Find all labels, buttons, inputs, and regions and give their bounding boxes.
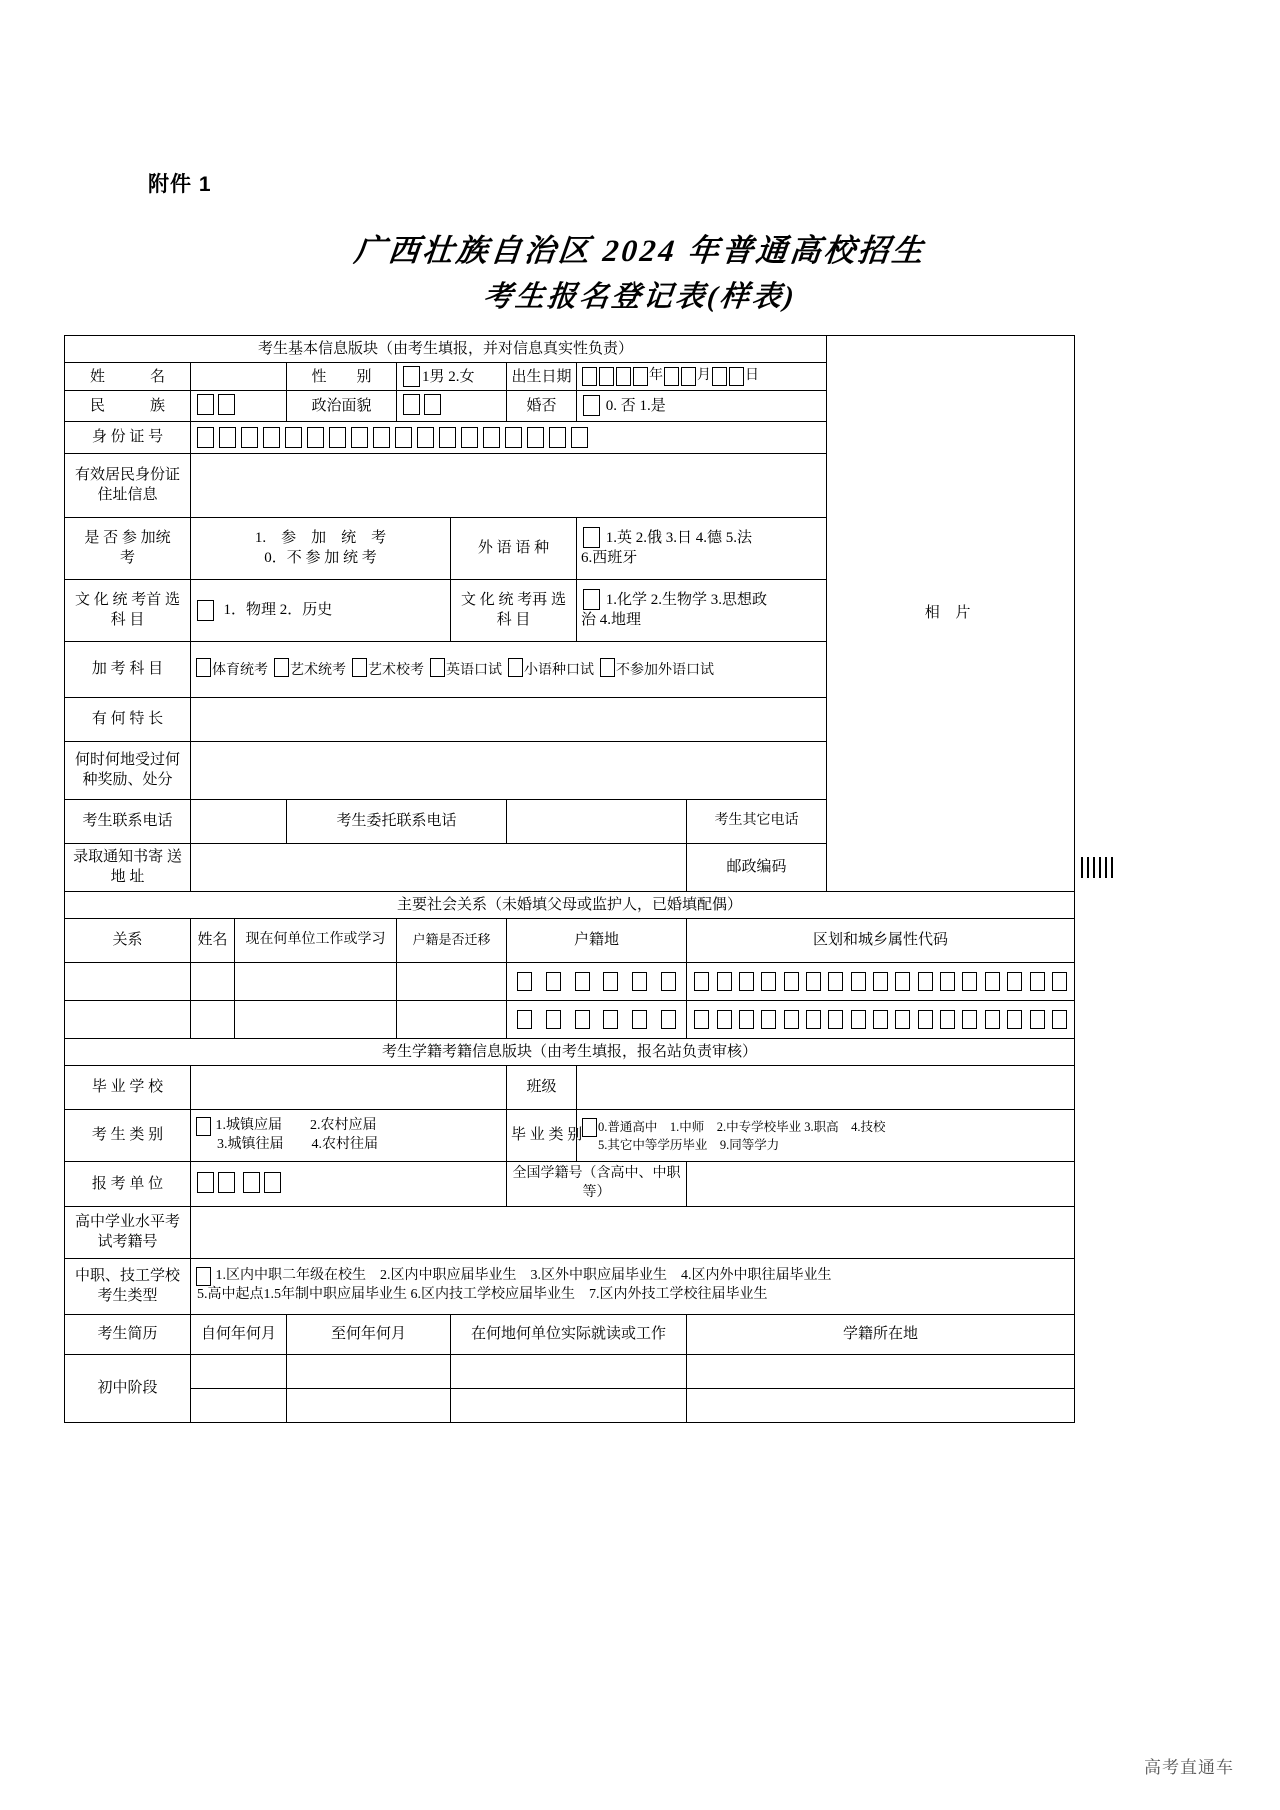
social-cell-household[interactable]: [507, 1000, 687, 1038]
household-box[interactable]: [517, 972, 532, 991]
id-box[interactable]: [571, 427, 588, 448]
field-id-number[interactable]: [191, 421, 1075, 453]
social-cell-code[interactable]: [687, 1000, 1075, 1038]
resume-header-location: 学籍所在地: [687, 1314, 1075, 1354]
code-box[interactable]: [895, 972, 910, 991]
household-box[interactable]: [575, 972, 590, 991]
id-box[interactable]: [219, 427, 236, 448]
field-name[interactable]: [191, 363, 287, 391]
birth-year-unit: 年: [649, 368, 663, 384]
postal-box[interactable]: [1111, 857, 1113, 878]
social-cell-moved[interactable]: [397, 962, 507, 1000]
label-junior-stage: 初中阶段: [65, 1354, 191, 1422]
birth-year-box[interactable]: [616, 367, 631, 386]
ethnicity-box[interactable]: [218, 394, 235, 415]
attachment-label: 附件 1: [148, 173, 212, 196]
id-box[interactable]: [461, 427, 478, 448]
vocational-type-checkbox[interactable]: [196, 1267, 211, 1286]
id-box[interactable]: [417, 427, 434, 448]
label-postal-code: 邮政编码: [687, 843, 827, 891]
field-graduate-school[interactable]: [191, 1066, 507, 1110]
political-box[interactable]: [403, 394, 420, 415]
field-first-subject[interactable]: [191, 579, 451, 641]
code-box[interactable]: [1030, 1010, 1045, 1029]
apply-unit-box[interactable]: [197, 1172, 214, 1193]
field-ethnicity[interactable]: [191, 391, 287, 421]
row-apply-unit: [65, 1162, 1075, 1207]
social-table-row: [65, 1000, 1075, 1038]
label-foreign-language: 外 语 语 种: [451, 517, 577, 579]
field-foreign-language[interactable]: [577, 517, 1075, 579]
row-section-student-record: [65, 1038, 1075, 1065]
section-basic-info: 考生基本信息版块（由考生填报，并对信息真实性负责）: [65, 336, 827, 363]
label-first-subject: 文 化 统 考首 选 科 目: [65, 579, 191, 641]
row-vocational-type: [65, 1258, 1075, 1314]
row-address-info: [65, 453, 1075, 517]
apply-unit-box[interactable]: [264, 1172, 281, 1193]
extra-subject-checkbox[interactable]: [508, 658, 523, 677]
resume-cell-to[interactable]: [287, 1388, 451, 1422]
political-box[interactable]: [424, 394, 441, 415]
marital-options: 0. 否 1.是: [605, 397, 666, 414]
extra-subject-label: 不参加外语口试: [616, 662, 714, 678]
id-box[interactable]: [527, 427, 544, 448]
id-number-boxes[interactable]: [195, 425, 1070, 450]
row-award-punish: [65, 741, 1075, 799]
household-box[interactable]: [517, 1010, 532, 1029]
foreign-language-options-b: 6.西班牙: [581, 550, 638, 567]
birth-day-unit: 日: [745, 368, 759, 384]
extra-subject-checkbox[interactable]: [196, 658, 211, 677]
postal-box[interactable]: [1105, 857, 1107, 878]
label-address-info: 有效居民身份证住址信息: [65, 453, 191, 517]
row-social-headers: [65, 918, 1075, 962]
label-graduate-school: 毕 业 学 校: [65, 1066, 191, 1110]
code-box[interactable]: [717, 1010, 732, 1029]
id-box[interactable]: [373, 427, 390, 448]
row-hs-exam-id: [65, 1206, 1075, 1258]
household-box[interactable]: [661, 1010, 676, 1029]
code-box[interactable]: [806, 1010, 821, 1029]
social-cell-workplace[interactable]: [235, 962, 397, 1000]
label-marital: 婚否: [507, 391, 577, 421]
household-box[interactable]: [603, 1010, 618, 1029]
candidate-type-checkbox[interactable]: [196, 1117, 211, 1136]
label-second-subject: 文 化 统 考再 选 科 目: [451, 579, 577, 641]
field-specialty[interactable]: [191, 697, 1075, 741]
gender-options: 1男 2.女: [422, 368, 475, 385]
label-political: 政治面貌: [287, 391, 397, 421]
code-box[interactable]: [1052, 972, 1067, 991]
field-class[interactable]: [577, 1066, 1075, 1110]
field-vocational-type[interactable]: [191, 1258, 1075, 1314]
id-box[interactable]: [241, 427, 258, 448]
code-box[interactable]: [962, 972, 977, 991]
id-box[interactable]: [483, 427, 500, 448]
join-exam-option-1[interactable]: 1. 参 加 统 考: [254, 529, 387, 546]
code-box[interactable]: [806, 972, 821, 991]
extra-subject-checkbox[interactable]: [600, 658, 615, 677]
social-cell-relation[interactable]: [65, 962, 191, 1000]
label-birth-date: 出生日期: [507, 363, 577, 391]
extra-subject-options[interactable]: [195, 658, 1070, 681]
label-class: 班级: [507, 1066, 577, 1110]
social-header-region-code: 区划和城乡属性代码: [687, 918, 1075, 962]
row-candidate-type: [65, 1110, 1075, 1162]
row-school-class: [65, 1066, 1075, 1110]
code-box[interactable]: [1052, 1010, 1067, 1029]
label-extra-subject: 加 考 科 目: [65, 641, 191, 697]
registration-form-table: [64, 335, 1075, 1423]
resume-cell-where[interactable]: [451, 1354, 687, 1388]
code-box[interactable]: [739, 972, 754, 991]
apply-unit-box[interactable]: [243, 1172, 260, 1193]
label-entrusted-phone: 考生委托联系电话: [287, 799, 507, 843]
code-box[interactable]: [918, 1010, 933, 1029]
label-gender: 性 别: [287, 363, 397, 391]
code-box[interactable]: [761, 972, 776, 991]
field-second-subject[interactable]: [577, 579, 1075, 641]
extra-subject-label: 体育统考: [212, 662, 268, 678]
id-box[interactable]: [307, 427, 324, 448]
birth-day-box[interactable]: [712, 367, 727, 386]
birth-year-box[interactable]: [582, 367, 597, 386]
row-id-number: [65, 421, 1075, 453]
code-box[interactable]: [918, 972, 933, 991]
extra-subject-checkbox[interactable]: [274, 658, 289, 677]
form-title: [0, 228, 1280, 320]
id-box[interactable]: [197, 427, 214, 448]
extra-subject-checkbox[interactable]: [352, 658, 367, 677]
label-apply-unit: 报 考 单 位: [65, 1162, 191, 1207]
title-line-1: 广西壮族自治区 2024 年普通高校招生: [352, 233, 928, 268]
resume-table-row: [65, 1354, 1075, 1388]
social-cell-relation[interactable]: [65, 1000, 191, 1038]
vocational-type-options-b: 5.高中起点1.5年制中职应届毕业生 6.区内技工学校应届毕业生 7.区内外技工学校往届毕业生: [197, 1287, 768, 1303]
extra-subject-label: 小语种口试: [524, 662, 594, 678]
social-cell-household[interactable]: [507, 962, 687, 1000]
vocational-type-options-a: 1.区内中职二年级在校生 2.区内中职应届毕业生 3.区外中职应届毕业生 4.区内外中职往届毕业生: [215, 1268, 832, 1284]
graduate-type-options-a: 0.普通高中 1.中师 2.中专学校毕业 3.职高 4.技校: [598, 1119, 886, 1134]
code-box[interactable]: [985, 972, 1000, 991]
field-political[interactable]: [397, 391, 507, 421]
first-subject-checkbox[interactable]: [197, 600, 214, 621]
code-box[interactable]: [784, 972, 799, 991]
social-cell-name[interactable]: [191, 1000, 235, 1038]
id-box[interactable]: [351, 427, 368, 448]
id-box[interactable]: [395, 427, 412, 448]
apply-unit-box[interactable]: [218, 1172, 235, 1193]
birth-day-box[interactable]: [729, 367, 744, 386]
candidate-type-options-b: 3.城镇往届 4.农村往届: [217, 1136, 378, 1152]
social-header-relation: 关系: [65, 918, 191, 962]
section-student-record: 考生学籍考籍信息版块（由考生填报，报名站负责审核）: [65, 1038, 1075, 1065]
code-box[interactable]: [694, 972, 709, 991]
row-extra-subject: [65, 641, 1075, 697]
code-box[interactable]: [940, 1010, 955, 1029]
graduate-type-options-b: 5.其它中等学历毕业 9.同等学力: [598, 1137, 780, 1152]
extra-subject-label: 艺术统考: [290, 662, 346, 678]
row-name-gender-birth: [65, 363, 1075, 391]
postal-box[interactable]: [1087, 857, 1089, 878]
postal-box[interactable]: [1093, 857, 1095, 878]
social-header-name: 姓名: [191, 918, 235, 962]
code-box[interactable]: [717, 972, 732, 991]
id-box[interactable]: [439, 427, 456, 448]
field-entrusted-phone[interactable]: [507, 799, 687, 843]
label-name: 姓 名: [65, 363, 191, 391]
field-address-info[interactable]: [191, 453, 1075, 517]
id-box[interactable]: [505, 427, 522, 448]
code-box[interactable]: [873, 972, 888, 991]
label-vocational-type: 中职、技工学校考生类型: [65, 1258, 191, 1314]
social-header-workplace: 现在何单位工作或学习: [235, 918, 397, 962]
household-box[interactable]: [575, 1010, 590, 1029]
field-birth-date[interactable]: [577, 363, 1075, 391]
id-box[interactable]: [549, 427, 566, 448]
field-national-id[interactable]: [687, 1162, 1075, 1207]
second-subject-checkbox[interactable]: [583, 589, 600, 610]
social-cell-moved[interactable]: [397, 1000, 507, 1038]
resume-header-from: 自何年何月: [191, 1314, 287, 1354]
resume-cell-where[interactable]: [451, 1388, 687, 1422]
label-specialty: 有 何 特 长: [65, 697, 191, 741]
ethnicity-box[interactable]: [197, 394, 214, 415]
join-exam-option-0[interactable]: 0．不 参 加 统 考: [264, 550, 377, 566]
code-box[interactable]: [761, 1010, 776, 1029]
label-resume: 考生简历: [65, 1314, 191, 1354]
field-graduate-type[interactable]: [577, 1110, 1075, 1162]
id-box[interactable]: [285, 427, 302, 448]
field-apply-unit[interactable]: [191, 1162, 507, 1207]
resume-cell-to[interactable]: [287, 1354, 451, 1388]
field-extra-subject[interactable]: [191, 641, 1075, 697]
birth-month-box[interactable]: [681, 367, 696, 386]
row-subjects: [65, 579, 1075, 641]
gender-checkbox[interactable]: [403, 366, 420, 387]
row-join-exam: [65, 517, 1075, 579]
extra-subject-label: 英语口试: [446, 662, 502, 678]
label-national-id: 全国学籍号（含高中、中职等）: [507, 1162, 687, 1207]
resume-cell-location[interactable]: [687, 1388, 1075, 1422]
code-box[interactable]: [1007, 1010, 1022, 1029]
field-candidate-phone[interactable]: [191, 799, 287, 843]
label-graduate-type: 毕 业 类 别: [507, 1110, 577, 1162]
code-box[interactable]: [1007, 972, 1022, 991]
birth-month-unit: 月: [697, 368, 711, 384]
foreign-language-checkbox[interactable]: [583, 527, 600, 548]
code-box[interactable]: [739, 1010, 754, 1029]
social-header-household-place: 户籍地: [507, 918, 687, 962]
code-box[interactable]: [895, 1010, 910, 1029]
social-table-row: [65, 962, 1075, 1000]
postal-box[interactable]: [1081, 857, 1083, 878]
social-cell-workplace[interactable]: [235, 1000, 397, 1038]
resume-header-to: 至何年何月: [287, 1314, 451, 1354]
field-marital[interactable]: [577, 391, 1075, 421]
code-box[interactable]: [940, 972, 955, 991]
second-subject-options-b: 治 4.地理: [581, 612, 642, 629]
first-subject-options: 1．物理 2．历史: [223, 601, 333, 618]
household-box[interactable]: [661, 972, 676, 991]
resume-header-where: 在何地何单位实际就读或工作: [451, 1314, 687, 1354]
section-social-relations: 主要社会关系（未婚填父母或监护人，已婚填配偶）: [65, 891, 1075, 918]
field-hs-exam-id[interactable]: [191, 1206, 1075, 1258]
field-gender[interactable]: [397, 363, 507, 391]
title-line-2: 考生报名登记表(样表): [481, 281, 799, 313]
code-box[interactable]: [851, 1010, 866, 1029]
label-candidate-type: 考 生 类 别: [65, 1110, 191, 1162]
label-other-phone: 考生其它电话: [687, 799, 827, 843]
row-resume-headers: [65, 1314, 1075, 1354]
label-candidate-phone: 考生联系电话: [65, 799, 191, 843]
watermark: 高考直通车: [1144, 1758, 1234, 1777]
candidate-type-options-a: 1.城镇应届 2.农村应届: [215, 1117, 377, 1133]
field-join-exam[interactable]: [191, 517, 451, 579]
birth-year-box[interactable]: [599, 367, 614, 386]
label-ethnicity: 民 族: [65, 391, 191, 421]
field-mail-address[interactable]: [191, 843, 687, 891]
resume-cell-from[interactable]: [191, 1354, 287, 1388]
field-candidate-type[interactable]: [191, 1110, 507, 1162]
code-box[interactable]: [828, 1010, 843, 1029]
graduate-type-checkbox[interactable]: [582, 1118, 597, 1137]
row-specialty: [65, 697, 1075, 741]
household-box[interactable]: [546, 1010, 561, 1029]
label-join-exam: 是 否 参 加统 考: [65, 517, 191, 579]
code-box[interactable]: [828, 972, 843, 991]
resume-table-row: [65, 1388, 1075, 1422]
extra-subject-label: 艺术校考: [368, 662, 424, 678]
social-cell-code[interactable]: [687, 962, 1075, 1000]
household-box[interactable]: [632, 972, 647, 991]
household-box[interactable]: [632, 1010, 647, 1029]
id-box[interactable]: [329, 427, 346, 448]
code-box[interactable]: [1030, 972, 1045, 991]
row-ethnicity-political-marital: [65, 391, 1075, 421]
code-box[interactable]: [962, 1010, 977, 1029]
photo-cell: 相 片: [827, 336, 1075, 892]
code-box[interactable]: [985, 1010, 1000, 1029]
row-section-social: [65, 891, 1075, 918]
social-cell-name[interactable]: [191, 962, 235, 1000]
second-subject-options-a: 1.化学 2.生物学 3.思想政: [605, 591, 768, 608]
code-box[interactable]: [873, 1010, 888, 1029]
code-box[interactable]: [694, 1010, 709, 1029]
birth-month-box[interactable]: [664, 367, 679, 386]
label-id-number: 身 份 证 号: [65, 421, 191, 453]
code-box[interactable]: [784, 1010, 799, 1029]
marital-checkbox[interactable]: [583, 395, 600, 416]
field-award-punish[interactable]: [191, 741, 1075, 799]
social-header-household-moved: 户籍是否迁移: [397, 918, 507, 962]
id-box[interactable]: [263, 427, 280, 448]
extra-subject-checkbox[interactable]: [430, 658, 445, 677]
resume-cell-location[interactable]: [687, 1354, 1075, 1388]
label-mail-address: 录取通知书寄 送 地 址: [65, 843, 191, 891]
label-award-punish: 何时何地受过何种奖励、处分: [65, 741, 191, 799]
household-box[interactable]: [603, 972, 618, 991]
label-hs-exam-id: 高中学业水平考试考籍号: [65, 1206, 191, 1258]
section-basic-info-row: [65, 336, 1075, 363]
postal-box[interactable]: [1099, 857, 1101, 878]
foreign-language-options-a: 1.英 2.俄 3.日 4.德 5.法: [605, 529, 753, 546]
household-box[interactable]: [546, 972, 561, 991]
birth-year-box[interactable]: [633, 367, 648, 386]
resume-cell-from[interactable]: [191, 1388, 287, 1422]
code-box[interactable]: [851, 972, 866, 991]
